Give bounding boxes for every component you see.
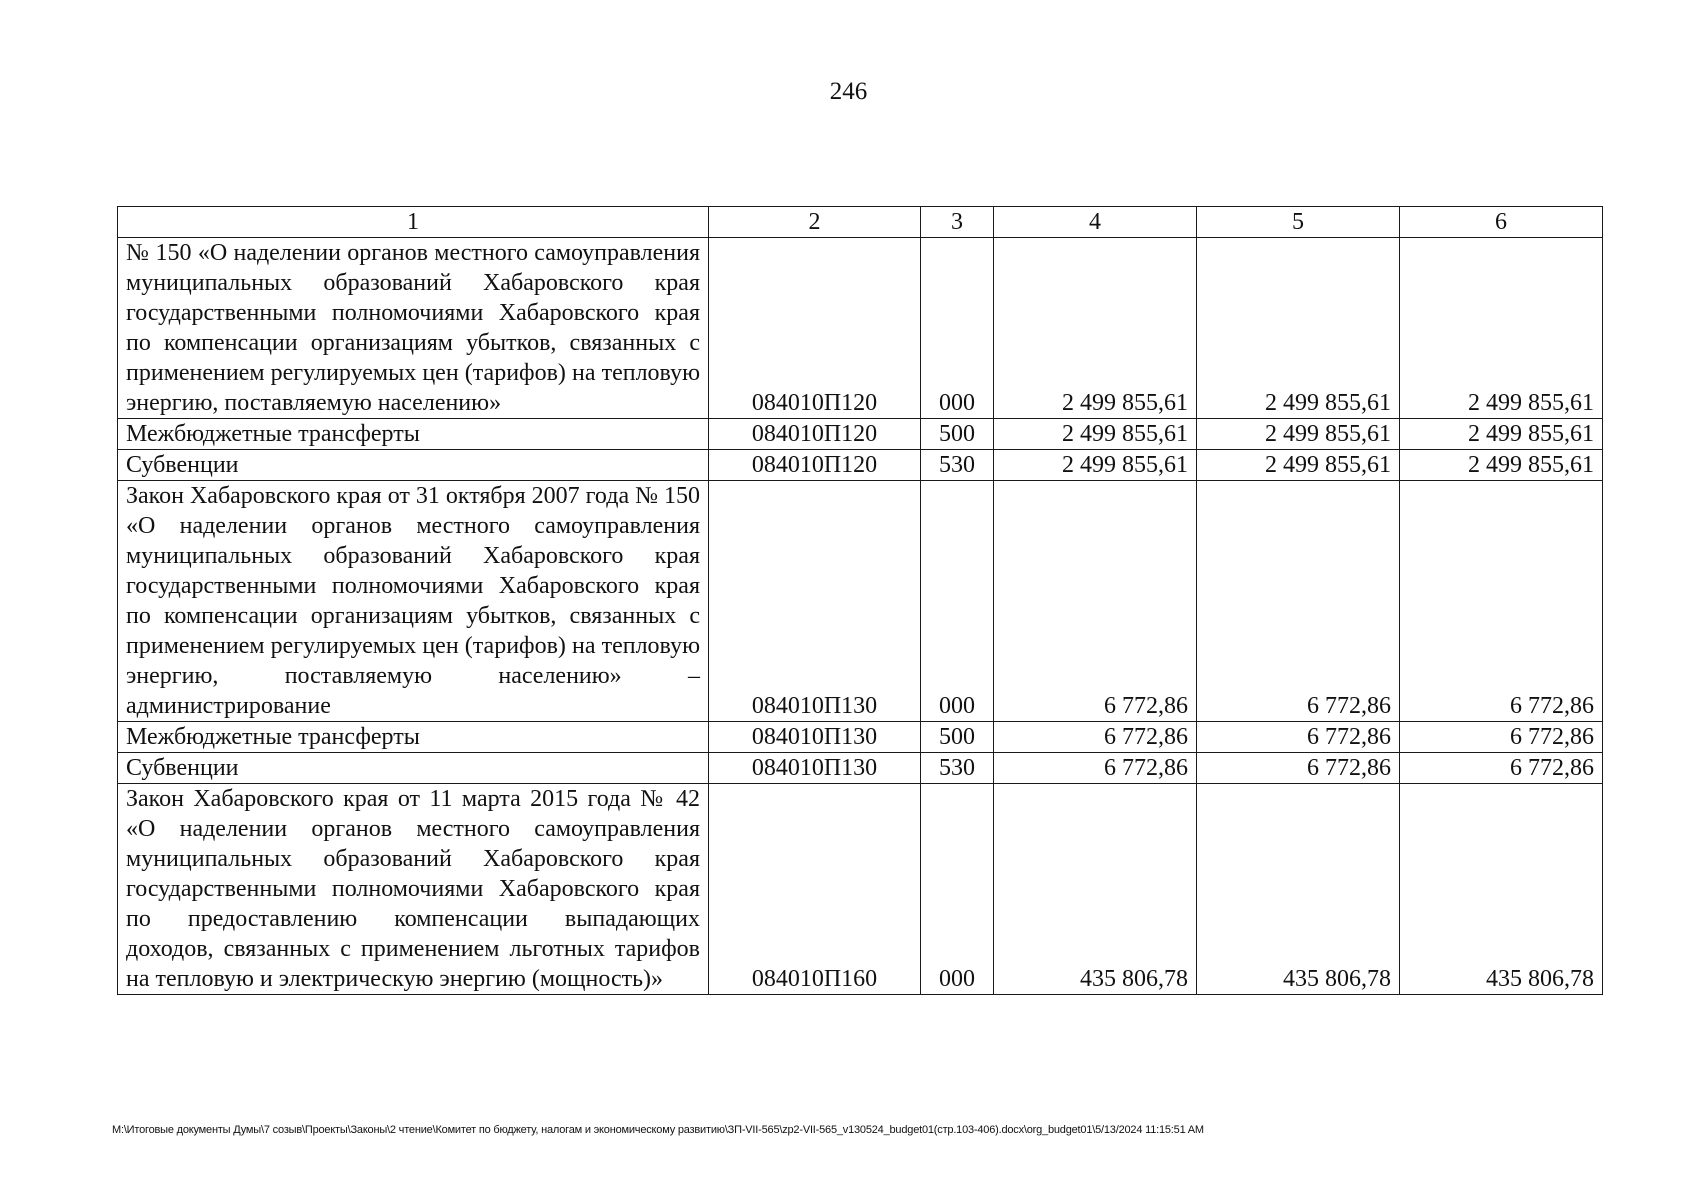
row-target-code: 084010П120 xyxy=(709,450,921,481)
col-header-4: 4 xyxy=(994,207,1197,238)
row-name: Межбюджетные трансферты xyxy=(118,419,709,450)
page-number: 246 xyxy=(829,78,868,105)
header-row xyxy=(118,207,1603,238)
table-row xyxy=(118,784,1603,995)
row-amount-1: 6 772,86 xyxy=(994,481,1197,722)
row-amount-3: 2 499 855,61 xyxy=(1400,419,1603,450)
table-row xyxy=(118,722,1603,753)
row-amount-1: 2 499 855,61 xyxy=(994,419,1197,450)
row-amount-3: 6 772,86 xyxy=(1400,722,1603,753)
table-row xyxy=(118,450,1603,481)
table-row xyxy=(118,419,1603,450)
budget-table xyxy=(117,206,1603,995)
row-expense-type: 500 xyxy=(921,419,994,450)
row-amount-3: 2 499 855,61 xyxy=(1400,238,1603,419)
row-amount-2: 6 772,86 xyxy=(1197,722,1400,753)
row-name: Закон Хабаровского края от 11 марта 2015 года № 42 «О наделении органов местного самоуправления муниципальных образований Хабаровского края государственными полномочиями Хабаровского края по предоставлению компенсации выпадающих доходов, связанных с применением льготных тарифов на тепловую и электрическую энергию (мощность)» xyxy=(118,784,709,995)
row-amount-2: 2 499 855,61 xyxy=(1197,419,1400,450)
row-name: № 150 «О наделении органов местного самоуправления муниципальных образований Хабаровского края государственными полномочиями Хабаровского края по компенсации организациям убытков, связанных с применением регулируемых цен (тарифов) на тепловую энергию, поставляемую населению» xyxy=(118,238,709,419)
row-amount-2: 6 772,86 xyxy=(1197,753,1400,784)
row-amount-1: 6 772,86 xyxy=(994,753,1197,784)
row-amount-3: 6 772,86 xyxy=(1400,753,1603,784)
row-expense-type: 000 xyxy=(921,784,994,995)
row-expense-type: 500 xyxy=(921,722,994,753)
document-path-footer: М:\Итоговые документы Думы\7 созыв\Проекты\Законы\2 чтение\Комитет по бюджету, налогам и экономическому развитию\ЗП-VII-565\zp2-VII-565_v130524_budget01(стр.103-406).docx\org_budget01\5/13/2024 11:15:51 AM xyxy=(112,1124,1204,1136)
row-target-code: 084010П130 xyxy=(709,722,921,753)
row-name: Субвенции xyxy=(118,753,709,784)
row-target-code: 084010П120 xyxy=(709,238,921,419)
row-name: Субвенции xyxy=(118,450,709,481)
row-expense-type: 000 xyxy=(921,238,994,419)
row-expense-type: 530 xyxy=(921,450,994,481)
col-header-3: 3 xyxy=(921,207,994,238)
row-name: Межбюджетные трансферты xyxy=(118,722,709,753)
row-amount-2: 6 772,86 xyxy=(1197,481,1400,722)
table-row xyxy=(118,753,1603,784)
row-amount-1: 2 499 855,61 xyxy=(994,238,1197,419)
row-amount-2: 435 806,78 xyxy=(1197,784,1400,995)
col-header-2: 2 xyxy=(709,207,921,238)
col-header-5: 5 xyxy=(1197,207,1400,238)
col-header-1: 1 xyxy=(118,207,709,238)
row-amount-1: 435 806,78 xyxy=(994,784,1197,995)
row-target-code: 084010П130 xyxy=(709,481,921,722)
table-row xyxy=(118,238,1603,419)
col-header-6: 6 xyxy=(1400,207,1603,238)
row-amount-3: 6 772,86 xyxy=(1400,481,1603,722)
row-amount-3: 2 499 855,61 xyxy=(1400,450,1603,481)
row-name: Закон Хабаровского края от 31 октября 2007 года № 150 «О наделении органов местного самоуправления муниципальных образований Хабаровского края государственными полномочиями Хабаровского края по компенсации организациям убытков, связанных с применением регулируемых цен (тарифов) на тепловую энергию, поставляемую населению» – администрирование xyxy=(118,481,709,722)
row-amount-1: 6 772,86 xyxy=(994,722,1197,753)
row-target-code: 084010П160 xyxy=(709,784,921,995)
row-expense-type: 000 xyxy=(921,481,994,722)
row-amount-3: 435 806,78 xyxy=(1400,784,1603,995)
row-amount-2: 2 499 855,61 xyxy=(1197,450,1400,481)
row-target-code: 084010П120 xyxy=(709,419,921,450)
row-expense-type: 530 xyxy=(921,753,994,784)
table-row xyxy=(118,481,1603,722)
row-target-code: 084010П130 xyxy=(709,753,921,784)
row-amount-1: 2 499 855,61 xyxy=(994,450,1197,481)
row-amount-2: 2 499 855,61 xyxy=(1197,238,1400,419)
